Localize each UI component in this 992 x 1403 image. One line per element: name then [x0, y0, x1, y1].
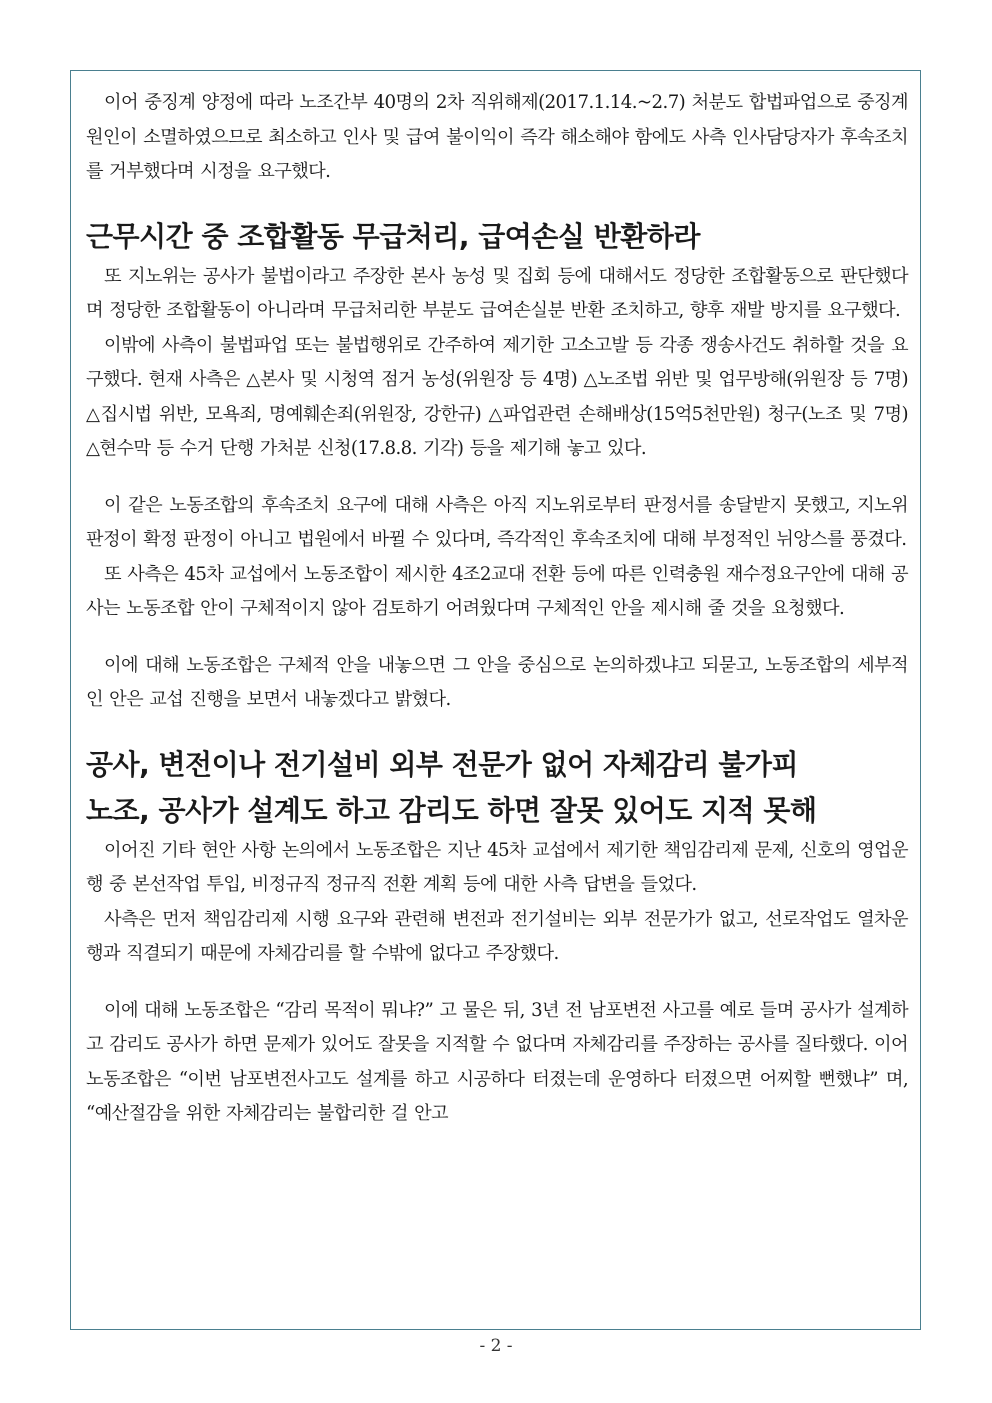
paragraph: 이 같은 노동조합의 후속조치 요구에 대해 사측은 아직 지노위로부터 판정서를 송달받지 못했고, 지노위 판정이 확정 판정이 아니고 법원에서 바뀔 수 있다며, 즉각적인 후속조치에 대해 부정적인 뉘앙스를 풍겼다. — [86, 494, 908, 550]
paragraph: 이어진 기타 현안 사항 논의에서 노동조합은 지난 45차 교섭에서 제기한 책임감리제 문제, 신호의 영업운행 중 본선작업 투입, 비정규직 정규직 전환 계획 등에 대한 사측 답변을 들었다. — [86, 839, 908, 895]
document-body — [86, 86, 908, 1132]
paragraph: 또 사측은 45차 교섭에서 노동조합이 제시한 4조2교대 전환 등에 따른 인력충원 재수정요구안에 대해 공사는 노동조합 안이 구체적이지 않아 검토하기 어려웠다며 구체적인 안을 제시해 줄 것을 요청했다. — [86, 563, 908, 619]
paragraph: 이어 중징계 양정에 따라 노조간부 40명의 2차 직위해제(2017.1.14.~2.7) 처분도 합법파업으로 중징계 원인이 소멸하였으므로 최소하고 인사 및 급여 불이익이 즉각 해소해야 함에도 사측 인사담당자가 후속조치를 거부했다며 시정을 요구했다. — [86, 92, 908, 182]
section-heading: 근무시간 중 조합활동 무급처리, 급여손실 반환하라 — [86, 219, 700, 253]
page-number: - 2 - — [479, 1336, 513, 1356]
paragraph: 이에 대해 노동조합은 구체적 안을 내놓으면 그 안을 중심으로 논의하겠냐고 되묻고, 노동조합의 세부적인 안은 교섭 진행을 보면서 내놓겠다고 밝혔다. — [86, 654, 908, 710]
paragraph: 이에 대해 노동조합은 “감리 목적이 뭐냐?” 고 물은 뒤, 3년 전 남포변전 사고를 예로 들며 공사가 설계하고 감리도 공사가 하면 문제가 있어도 잘못을 지적할 수 없다며 자체감리를 주장하는 공사를 질타했다. 이어 노동조합은 “이번 남포변전사고도 설계를 하고 시공하다 터졌는데 운영하다 터졌으면 어찌할 뻔했냐” 며, “예산절감을 위한 자체감리는 불합리한 걸 안고 — [86, 999, 908, 1124]
section-heading-line-2: 노조, 공사가 설계도 하고 감리도 하면 잘못 있어도 지적 못해 — [86, 793, 817, 827]
paragraph: 사측은 먼저 책임감리제 시행 요구와 관련해 변전과 전기설비는 외부 전문가가 없고, 선로작업도 열차운행과 직결되기 때문에 자체감리를 할 수밖에 없다고 주장했다. — [86, 908, 908, 964]
section-heading-line-1: 공사, 변전이나 전기설비 외부 전문가 없어 자체감리 불가피 — [86, 747, 799, 781]
paragraph: 또 지노위는 공사가 불법이라고 주장한 본사 농성 및 집회 등에 대해서도 정당한 조합활동으로 판단했다며 정당한 조합활동이 아니라며 무급처리한 부분도 급여손실분 반환 조치하고, 향후 재발 방지를 요구했다. — [86, 265, 908, 321]
paragraph: 이밖에 사측이 불법파업 또는 불법행위로 간주하여 제기한 고소고발 등 각종 쟁송사건도 취하할 것을 요구했다. 현재 사측은 △본사 및 시청역 점거 농성(위원장 등 4명) △노조법 위반 및 업무방해(위원장 등 7명) △집시법 위반, 모욕죄, 명예훼손죄(위원장, 강한규) △파업관련 손해배상(15억5천만원) 청구(노조 및 7명) △현수막 등 수거 단행 가처분 신청(17.8.8. 기각) 등을 제기해 놓고 있다. — [86, 334, 908, 459]
